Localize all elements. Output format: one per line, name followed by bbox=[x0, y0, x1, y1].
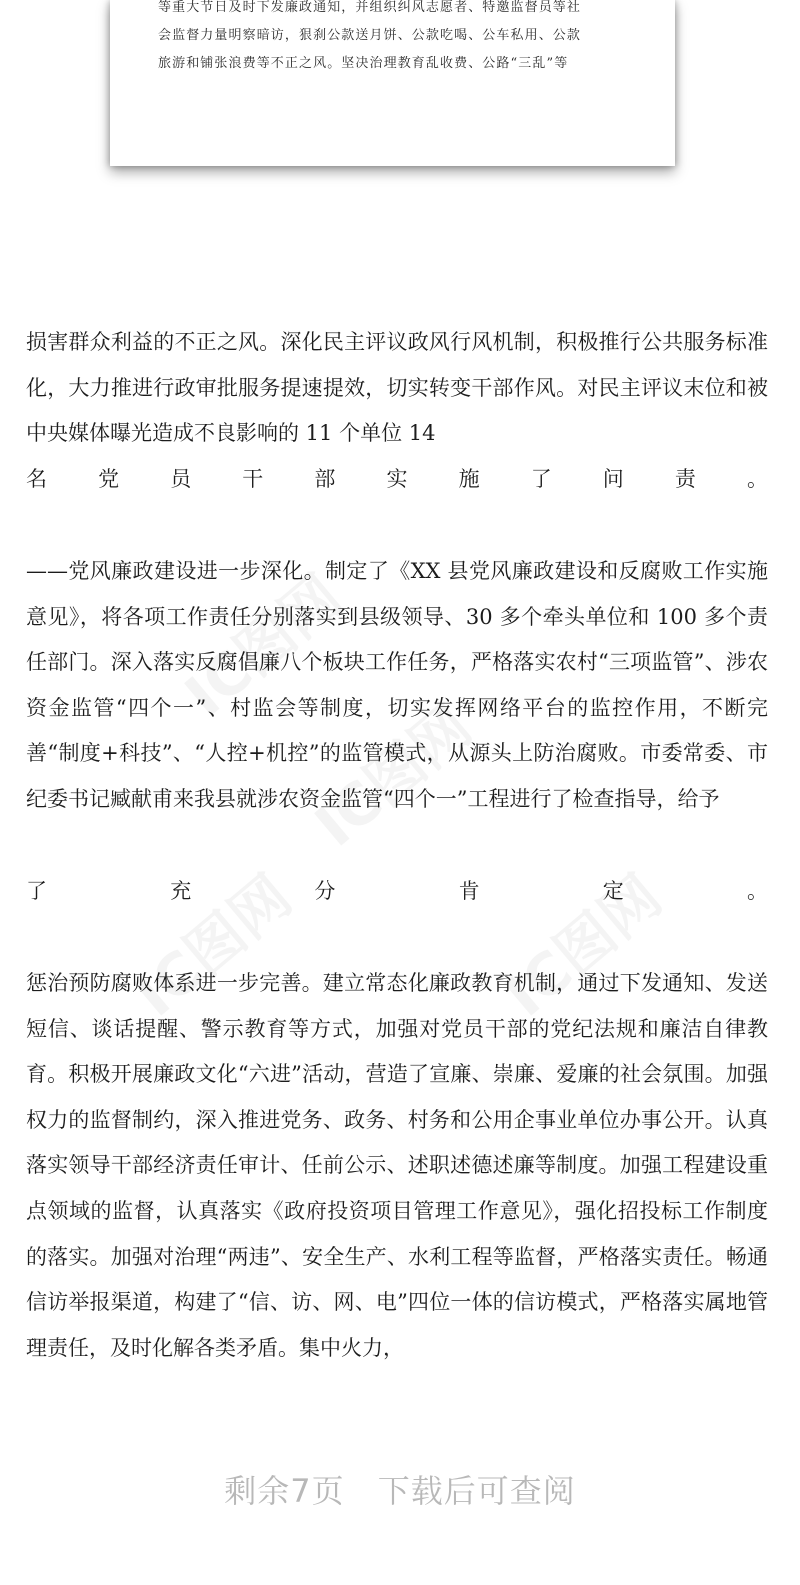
remaining-pages-count: 剩余7页 bbox=[224, 1472, 345, 1510]
paragraph-1-last-line: 名党员干部实施了问责。 bbox=[26, 467, 768, 491]
preview-line: 旅游和铺张浪费等不正之风。坚决治理教育乱收费、公路“三乱”等 bbox=[158, 56, 569, 71]
preview-page-text bbox=[158, 0, 633, 78]
paragraph-2: ——党风廉政建设进一步深化。制定了《XX 县党风廉政建设和反腐败工作实施意见》，将各项工作责任分别落实到县级领导、30 多个牵头单位和 100 多个责任部门。深入落实反腐倡廉八个板块工作任务，严格落实农村“三项监管”、涉农资金监管“四个一”、村监会等制度，切实发挥网络平台的监控作用，不断完善“制度+科技”、“人控+机控”的监管模式，从源头上防治腐败。市委常委、市纪委书记臧献甫来我县就涉农资金监管“四个一”工程进行了检查指导，给予 bbox=[26, 559, 768, 811]
preview-line: 会监督力量明察暗访，狠刹公款送月饼、公款吃喝、公车私用、公款 bbox=[158, 28, 582, 43]
paragraph-1: 损害群众利益的不正之风。深化民主评议政风行风机制，积极推行公共服务标准化，大力推进行政审批服务提速提效，切实转变干部作风。对民主评议末位和被中央媒体曝光造成不良影响的 11 个单位 14 bbox=[26, 330, 768, 446]
paragraph-3: 惩治预防腐败体系进一步完善。建立常态化廉政教育机制，通过下发通知、发送短信、谈话提醒、警示教育等方式，加强对党员干部的党纪法规和廉洁自律教育。积极开展廉政文化“六进”活动，营造了宣廉、崇廉、爱廉的社会氛围。加强权力的监督制约，深入推进党务、政务、村务和公用企事业单位办事公开。认真落实领导干部经济责任审计、任前公示、述职述德述廉等制度。加强工程建设重点领域的监督，认真落实《政府投资项目管理工作意见》，强化招投标工作制度的落实。加强对治理“两违”、安全生产、水利工程等监督，严格落实责任。畅通信访举报渠道，构建了“信、访、网、电”四位一体的信访模式，严格落实属地管理责任，及时化解各类矛盾。集中火力， bbox=[26, 971, 768, 1360]
paragraph-2-last-line: 了充分肯定。 bbox=[26, 879, 768, 903]
download-to-view-label: 下载后可查阅 bbox=[377, 1472, 576, 1510]
preview-line: 等重大节日及时下发廉政通知，并组织纠风志愿者、特邀监督员等社 bbox=[158, 0, 582, 15]
preview-page-card bbox=[110, 0, 675, 166]
remaining-pages-notice[interactable] bbox=[0, 1466, 800, 1512]
